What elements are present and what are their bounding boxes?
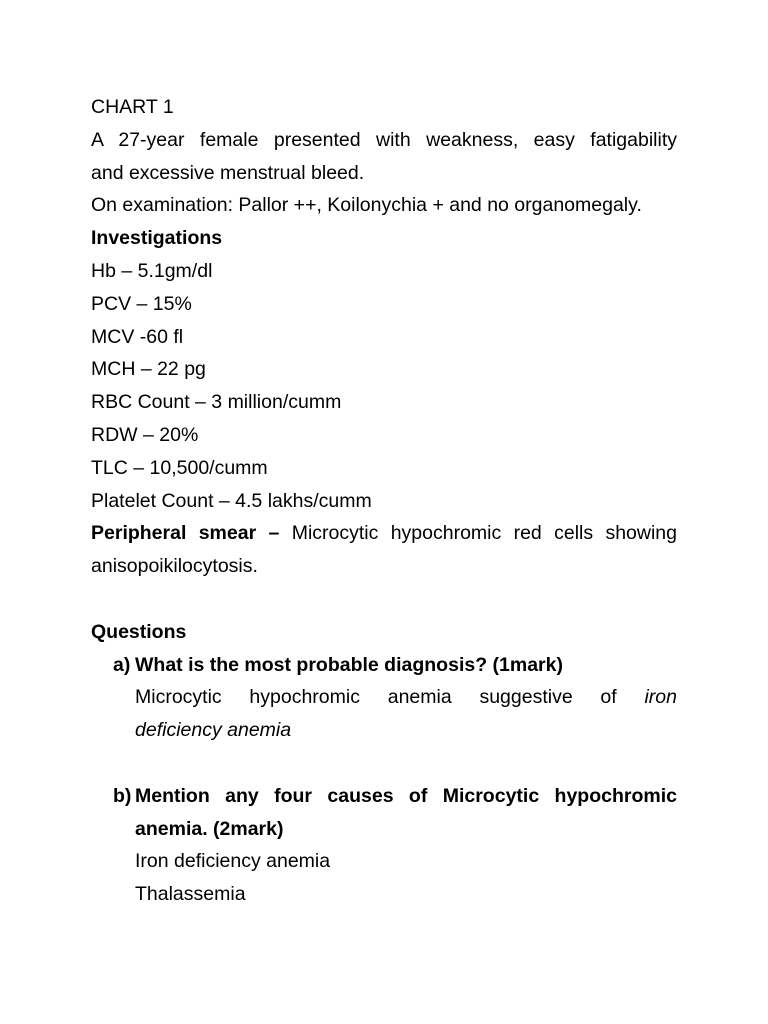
investigation-item: TLC – 10,500/cumm (91, 456, 268, 479)
history-line-2: and excessive menstrual bleed. (91, 161, 365, 184)
investigations-heading: Investigations (91, 227, 223, 250)
answer-a-line-1 (91, 681, 677, 714)
question-a-text: What is the most probable diagnosis? (1mark) (135, 653, 563, 676)
peripheral-smear-label: Peripheral smear – (91, 522, 280, 545)
document-page (91, 91, 677, 911)
section-spacer (91, 583, 677, 616)
answer-a-italic-1: iron (644, 686, 677, 709)
question-b-text-line-1: Mention any four causes of Microcytic hypochromic (135, 784, 677, 807)
answer-a-plain: Microcytic hypochromic anemia suggestive of (135, 686, 617, 709)
peripheral-smear-line-1 (91, 517, 677, 550)
examination-findings: On examination: Pallor ++, Koilonychia + and no organomegaly. (91, 194, 642, 217)
peripheral-smear-line-2: anisopoikilocytosis. (91, 555, 258, 578)
question-spacer (91, 747, 677, 780)
question-a (91, 649, 677, 682)
investigation-item: RDW – 20% (91, 423, 199, 446)
answer-b-item: Iron deficiency anemia (135, 850, 331, 873)
investigation-item: RBC Count – 3 million/cumm (91, 391, 342, 414)
question-b-text-line-2: anemia. (2mark) (135, 817, 284, 840)
questions-heading: Questions (91, 620, 187, 643)
investigation-item: MCV -60 fl (91, 325, 184, 348)
investigations-list (91, 255, 677, 517)
chart-title: CHART 1 (91, 96, 174, 118)
question-b (91, 780, 677, 846)
investigation-item: Hb – 5.1gm/dl (91, 259, 213, 282)
peripheral-smear-text: Microcytic hypochromic red cells showing (291, 522, 677, 545)
question-a-marker: a) (113, 653, 131, 676)
answer-a-line-2: deficiency anemia (135, 719, 292, 742)
history-line-1: A 27-year female presented with weakness, easy fatigability (91, 128, 677, 151)
investigation-item: Platelet Count – 4.5 lakhs/cumm (91, 489, 372, 512)
investigation-item: MCH – 22 pg (91, 358, 206, 381)
investigation-item: PCV – 15% (91, 292, 192, 315)
answer-b-item: Thalassemia (135, 883, 246, 906)
question-b-marker: b) (113, 784, 132, 807)
